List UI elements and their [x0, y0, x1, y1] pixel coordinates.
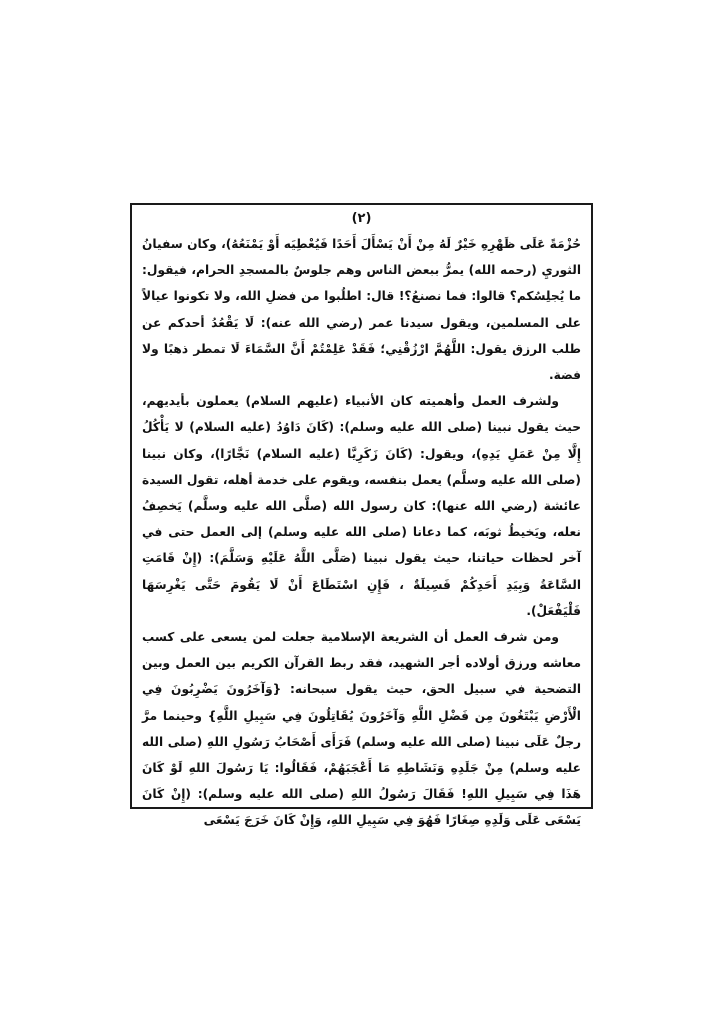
page-number: (٢): [351, 211, 372, 226]
page-body: [142, 231, 581, 828]
paragraph-1: حُزْمَةً عَلَى ظَهْرِهِ خَيْرٌ لَهُ مِنْ أَنْ يَسْأَلَ أَحَدًا فَيُعْطِيَه أَوْ يَمْنَعُهُ)، وكان سفيانُ الثوريِ (رحمه الله) يمرُّ ببعض الناس وهم جلوسٌ بالمسجدِ الحرام، فيقول: ما يُجلِسُكم؟ قالوا: فما نصنعُ؟! قال: اطلُبوا من فضلِ الله، ولا تكونوا عيالاً على المسلمين، ويقول سيدنا عمر (رضي الله عنه): لَا يَقْعُدُ أحدكم عن طلب الرزق يقول: اللَّهُمَّ ارْزُقْنِي؛ فَقَدْ عَلِمْتُمْ أَنَّ السَّمَاءَ لَا تمطر ذهبًا ولا فضة.: [142, 237, 581, 383]
paragraph-2: ولشرف العمل وأهميته كان الأنبياء (عليهم السلام) يعملون بأيديهم، حيث يقول نبينا (صلى الله عليه وسلم): (كَانَ دَاوُدُ (عليه السلام) لا يَأْكُلُ إِلَّا مِنْ عَمَلِ يَدِهِ)، ويقول: (كَانَ زَكَرِيَّا (عليه السلام) نَجَّارًا)، وكان نبينا (صلى الله عليه وسلَّم) يعمل بنفسه، ويقوم على خدمة أهله، تقول السيدة عائشة (رضي الله عنها): كان رسول الله (صلَّى الله عليه وسلَّم) يَخصِفُ نعله، ويَخيطُ ثوبَه، كما دعانا (صلى الله عليه وسلم) إلى العمل حتى في آخر لحظات حياتنا، حيث يقول نبينا (صَلَّى اللَّهُ عَلَيْهِ وَسَلَّمَ): (إِنْ قَامَتِ السَّاعَةُ وَبِيَدِ أَحَدِكُمْ فَسِيلَةٌ ، فَإِنِ اسْتَطَاعَ أَنْ لَا يَقُومَ حَتَّى يَغْرِسَهَا فَلْيَفْعَلْ).: [142, 394, 581, 618]
paragraph-3: ومن شرف العمل أن الشريعة الإسلامية جعلت لمن يسعى على كسب معاشه ورزق أولاده أجر الشهيد، فقد ربط القرآن الكريم بين العمل وبين التضحية في سبيل الحق، حيث يقول سبحانه: {وَآخَرُونَ يَضْرِبُونَ فِي الْأَرْضِ يَبْتَغُونَ مِن فَضْلِ اللَّهِ وَآخَرُونَ يُقَاتِلُونَ فِي سَبِيلِ اللَّهِ} وحينما مرَّ رجلٌ عَلَى نبينا (صلى الله عليه وسلم) فَرَأَى أَصْحَابُ رَسُولِ اللهِ (صلى الله عليه وسلم) مِنْ جَلَدِهِ وَنَشَاطِهِ مَا أَعْجَبَهُمْ، فَقَالُوا: يَا رَسُولَ اللهِ لَوْ كَانَ هَذَا فِي سَبِيلِ اللهِ! فَقَالَ رَسُولُ اللهِ (صلى الله عليه وسلم): (إِنْ كَانَ يَسْعَى عَلَى وَلَدِهِ صِغَارًا فَهُوَ فِي سَبِيلِ اللهِ، وَإِنْ كَانَ خَرَجَ يَسْعَى: [142, 630, 581, 828]
page-frame: [130, 203, 593, 828]
